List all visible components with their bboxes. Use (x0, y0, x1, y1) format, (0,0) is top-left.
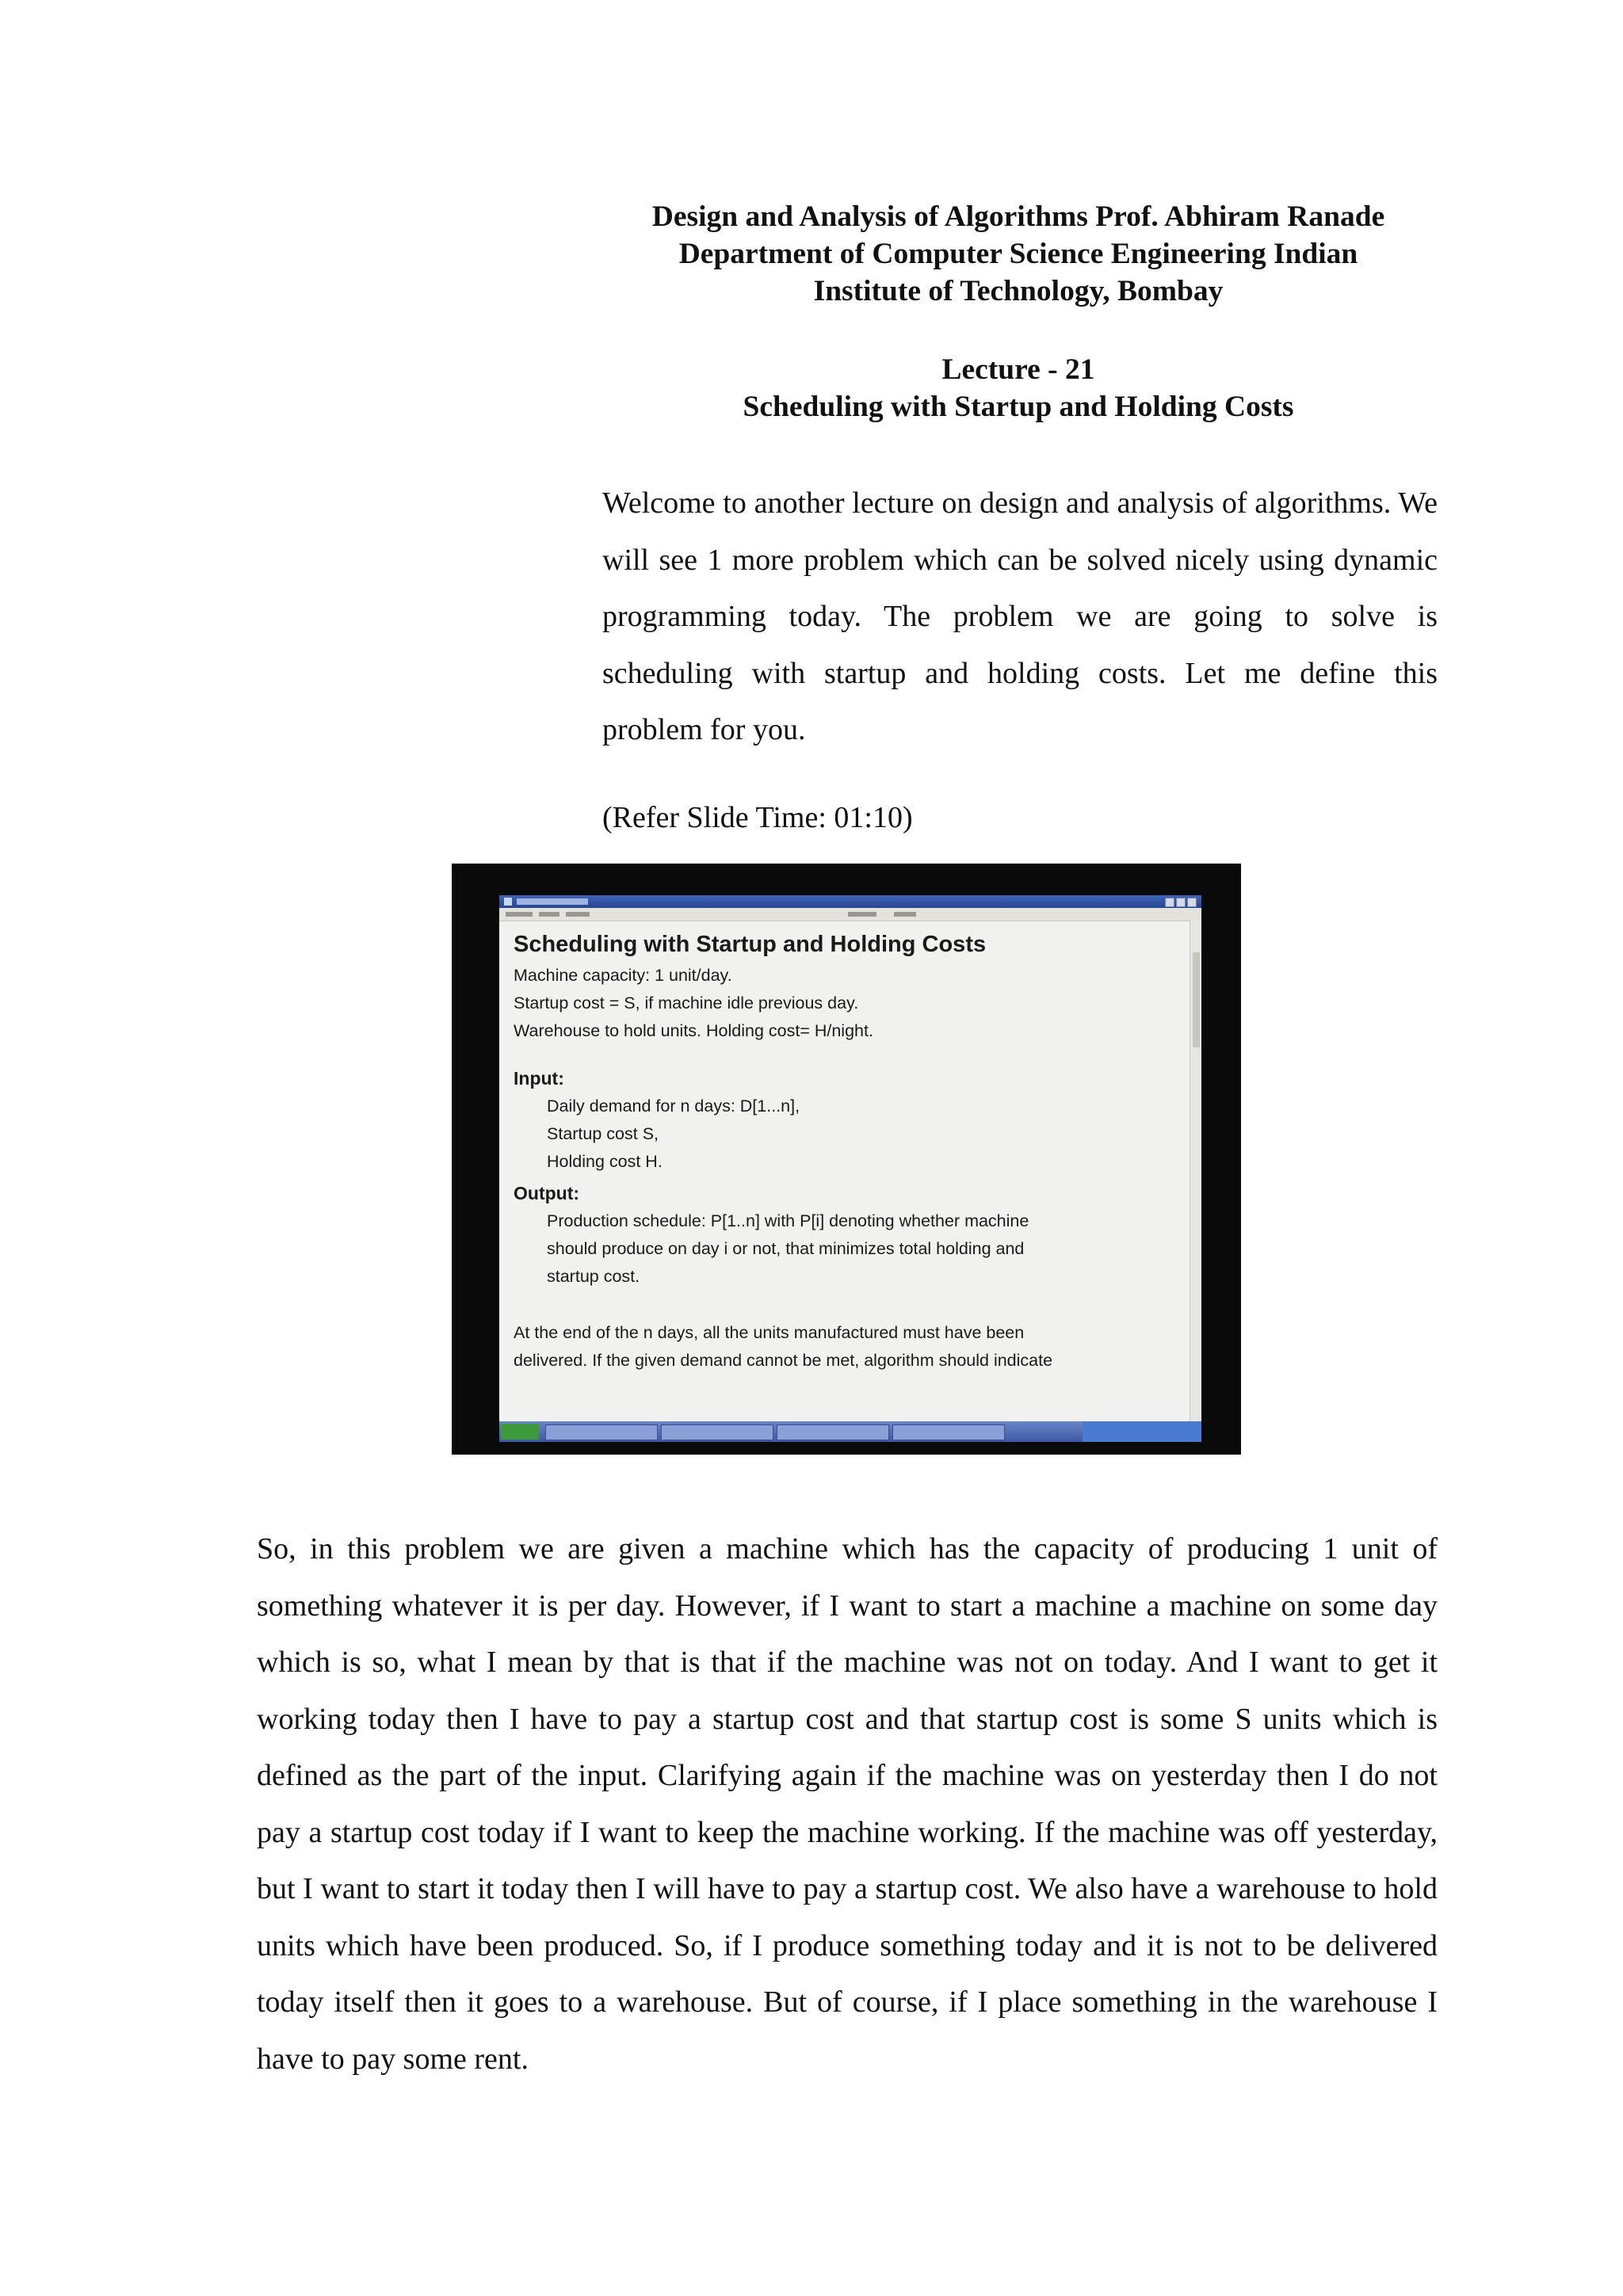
slide-line: Machine capacity: 1 unit/day. (514, 966, 732, 985)
lecture-heading (590, 351, 1446, 425)
slide-content (514, 927, 1182, 1375)
window-menubar (499, 908, 1201, 921)
body-text: So, in this problem we are given a machine which has the capacity of producing 1 unit of something whatever it is per day. However, if I want to start a machine a machine on some day which is so, what I mean by that is that if the machine was not on today. And I want to get it working today then I have to pay a startup cost and that startup cost is some S units which is defined as the part of the input. Clarifying again if the machine was on yesterday then I do not pay a startup cost today if I want to keep the machine working. If the machine was off yesterday, but I want to start it today then I will have to pay a startup cost. We also have a warehouse to hold units which have been produced. So, if I produce something today and it is not to be delivered today itself then it goes to a warehouse. But of course, if I place something in the warehouse I have to pay some rent. (257, 1532, 1438, 2076)
header-line-3: Institute of Technology, Bombay (813, 275, 1224, 307)
slide-scrollbar (1190, 921, 1201, 1421)
taskbar-item (777, 1425, 889, 1440)
body-paragraph (257, 1521, 1438, 2088)
slide-footer-line: At the end of the n days, all the units manufactured must have been (514, 1323, 1025, 1342)
intro-paragraph (602, 475, 1438, 759)
taskbar-item (892, 1425, 1005, 1440)
start-button (501, 1424, 539, 1440)
menu-item-blur (506, 912, 533, 917)
slide-footer-line: delivered. If the given demand cannot be met, algorithm should indicate (514, 1351, 1053, 1370)
slide-screen (499, 895, 1201, 1442)
menu-item-blur (566, 912, 590, 917)
slide-title: Scheduling with Startup and Holding Costs (514, 932, 987, 957)
slide-output-heading: Output: (514, 1183, 580, 1203)
lecture-number: Lecture - 21 (941, 353, 1095, 386)
document-header (590, 198, 1446, 310)
menu-item-blur (848, 912, 876, 917)
menu-item-blur (894, 912, 916, 917)
close-icon (1187, 898, 1197, 907)
slide-screenshot (452, 864, 1241, 1455)
header-line-1: Design and Analysis of Algorithms Prof. Abhiram Ranade (651, 200, 1385, 233)
slide-input-line: Startup cost S, (547, 1124, 659, 1143)
scroll-thumb (1193, 952, 1200, 1047)
minimize-icon (1165, 898, 1174, 907)
system-tray (1083, 1421, 1201, 1442)
slide-input-line: Daily demand for n days: D[1...n], (547, 1097, 800, 1116)
taskbar-item (661, 1425, 773, 1440)
slide-output-line: Production schedule: P[1..n] with P[i] denoting whether machine (547, 1211, 1029, 1230)
app-icon (504, 898, 512, 906)
taskbar (499, 1421, 1201, 1442)
slide-input-heading: Input: (514, 1068, 564, 1089)
refer-slide-time: (Refer Slide Time: 01:10) (602, 801, 913, 834)
menu-item-blur (539, 912, 559, 917)
taskbar-item (545, 1425, 658, 1440)
window-title-blur (517, 898, 588, 905)
maximize-icon (1176, 898, 1186, 907)
slide-output-line: startup cost. (547, 1267, 640, 1286)
header-line-2: Department of Computer Science Engineering Indian (678, 238, 1358, 270)
slide-input-line: Holding cost H. (547, 1152, 663, 1171)
lecture-title: Scheduling with Startup and Holding Costs (743, 391, 1294, 423)
slide-line: Warehouse to hold units. Holding cost= H/night. (514, 1021, 873, 1040)
intro-text: Welcome to another lecture on design and analysis of algorithms. We will see 1 more problem which can be solved nicely using dynamic programming today. The problem we are going to solve is scheduling with startup and holding costs. Let me define this problem for you. (602, 486, 1438, 746)
window-titlebar (499, 895, 1201, 908)
slide-output-line: should produce on day i or not, that minimizes total holding and (547, 1239, 1025, 1258)
slide-line: Startup cost = S, if machine idle previous day. (514, 994, 859, 1013)
